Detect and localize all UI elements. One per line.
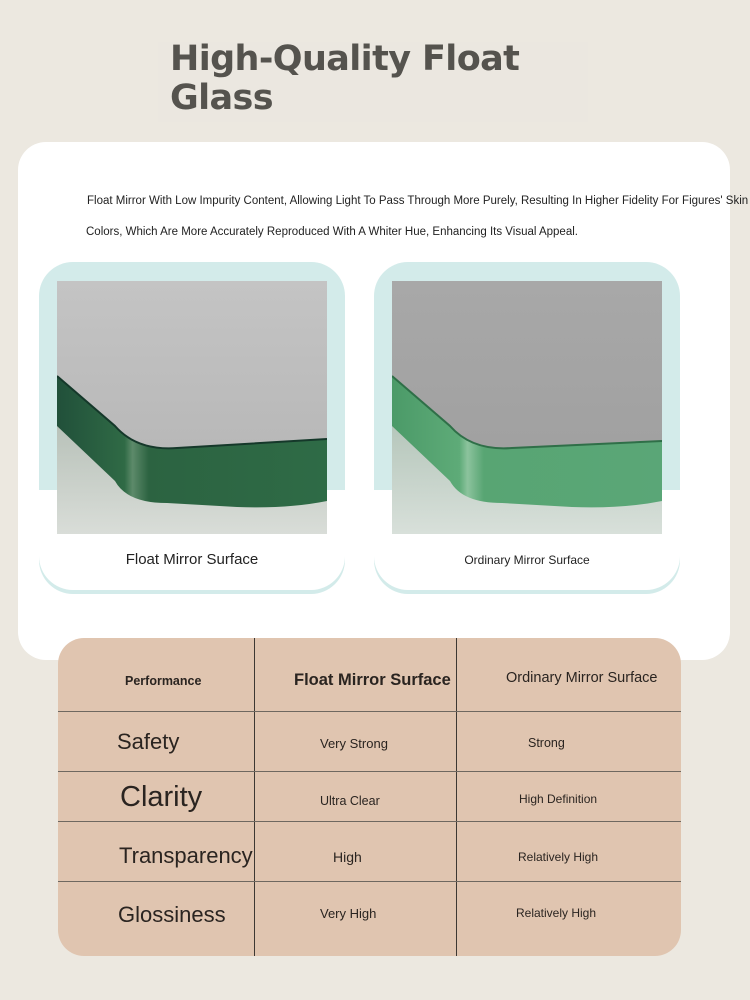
column-divider <box>254 638 255 956</box>
row-divider <box>58 711 681 712</box>
row-label-safety: Safety <box>117 729 180 754</box>
row-label-transparency: Transparency <box>119 843 253 868</box>
safety-float-value: Very Strong <box>320 736 388 751</box>
clarity-ordinary-value: High Definition <box>519 792 598 806</box>
description-line-1: Float Mirror With Low Impurity Content, Allowing Light To Pass Through More Purely, Resulting In Higher Fidelity For Figures' Skin <box>87 195 749 207</box>
row-label-glossiness: Glossiness <box>118 902 226 927</box>
page-title <box>170 40 519 118</box>
float-mirror-panel <box>39 262 345 594</box>
row-divider <box>58 771 681 772</box>
ordinary-mirror-panel <box>374 262 680 594</box>
float-mirror-caption: Float Mirror Surface <box>125 551 259 568</box>
header-ordinary-mirror: Ordinary Mirror Surface <box>506 670 658 686</box>
transparency-ordinary-value: Relatively High <box>518 850 599 864</box>
column-divider <box>456 638 457 956</box>
comparison-table <box>58 638 681 956</box>
clarity-float-value: Ultra Clear <box>320 794 380 808</box>
glossiness-ordinary-value: Relatively High <box>516 906 597 920</box>
title-line-1: High-Quality Float <box>170 39 520 79</box>
float-mirror-edge-image <box>57 281 327 534</box>
description-line-2: Colors, Which Are More Accurately Reproduced With A Whiter Hue, Enhancing Its Visual Appeal. <box>86 226 578 238</box>
ordinary-mirror-caption: Ordinary Mirror Surface <box>464 553 590 567</box>
transparency-float-value: High <box>333 849 362 865</box>
row-divider <box>58 881 681 882</box>
row-divider <box>58 821 681 822</box>
header-performance: Performance <box>125 674 202 688</box>
description <box>87 192 750 254</box>
safety-ordinary-value: Strong <box>528 736 565 750</box>
glossiness-float-value: Very High <box>320 906 377 921</box>
row-label-clarity: Clarity <box>120 781 203 813</box>
title-line-2: Glass <box>170 78 274 118</box>
ordinary-mirror-edge-image <box>392 281 662 534</box>
header-float-mirror: Float Mirror Surface <box>294 671 451 689</box>
